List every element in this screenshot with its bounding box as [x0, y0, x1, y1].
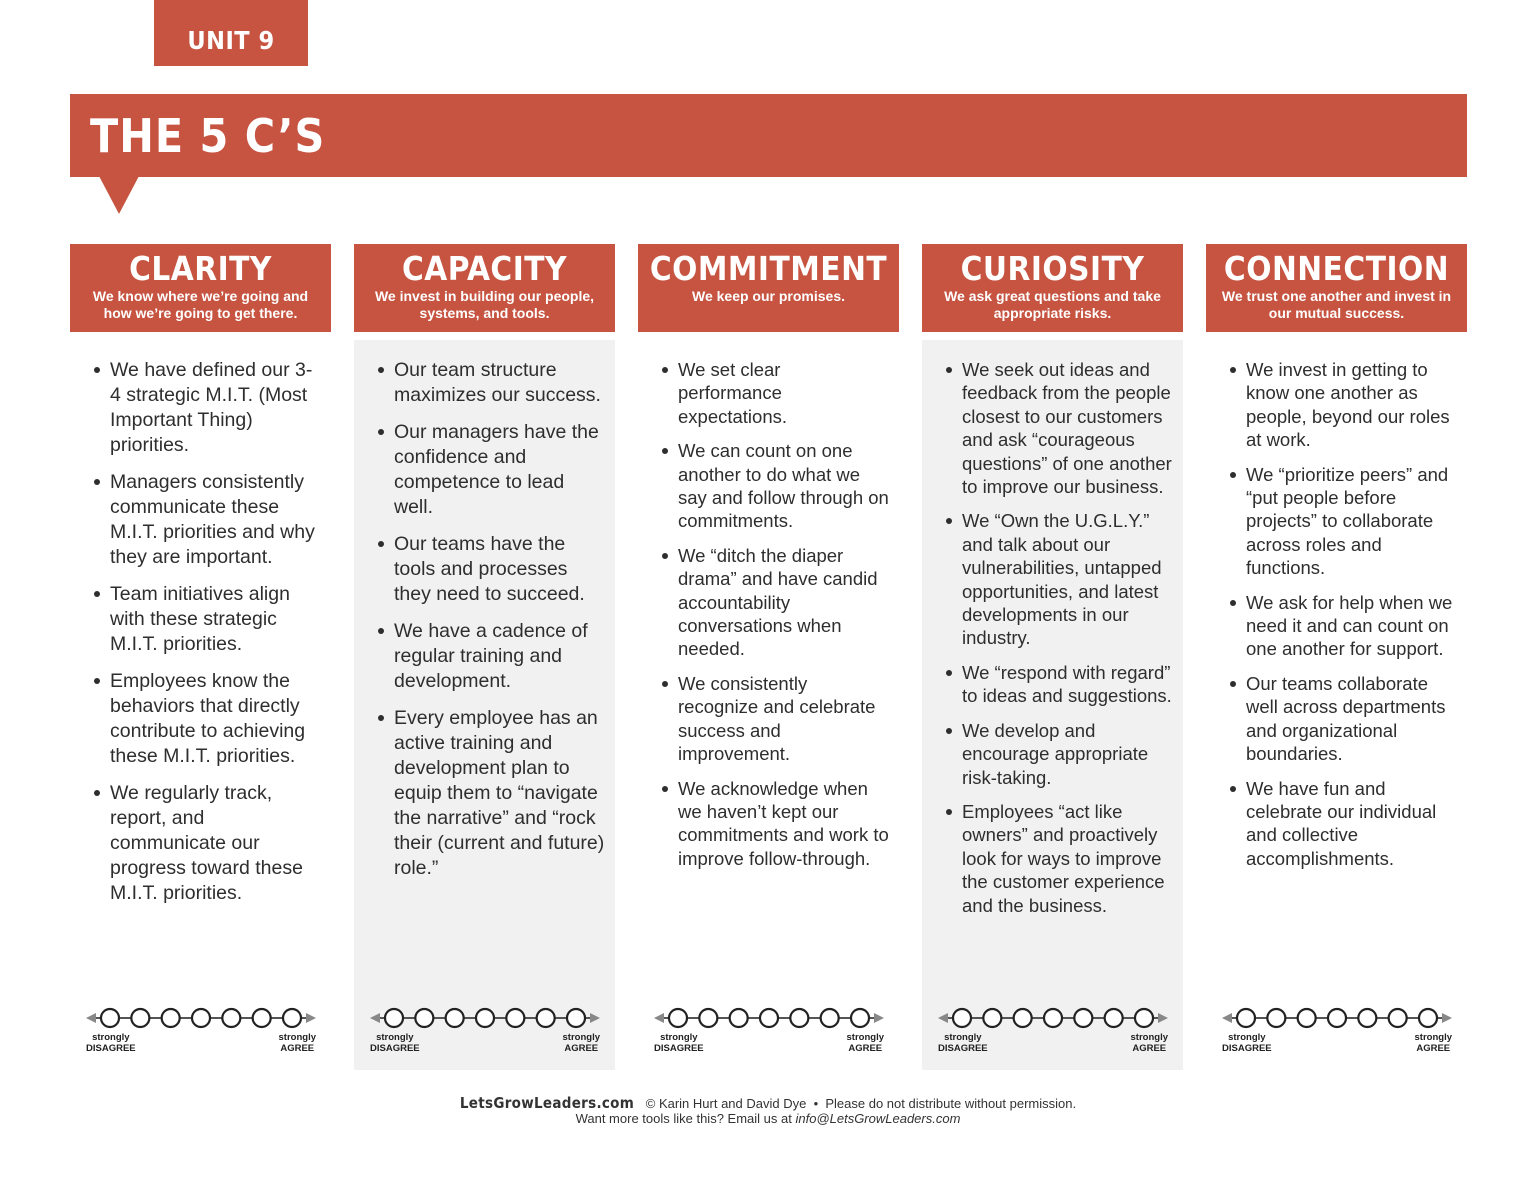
rating-option-1[interactable]	[669, 1009, 687, 1027]
rating-option-1[interactable]	[953, 1009, 971, 1027]
column-connection	[1206, 244, 1467, 1070]
scale-label-strongly: strongly	[944, 1032, 982, 1043]
rating-option-1[interactable]	[385, 1009, 403, 1027]
arrow-left-icon	[1222, 1013, 1232, 1023]
statement-item: We seek out ideas and feedback from the people closest to our customers and ask “courageous questions” of one another to improve our business.	[962, 359, 1172, 498]
scale-label-agree-word: AGREE	[564, 1043, 599, 1054]
statement-item: We invest in getting to know one another as people, beyond our roles at work.	[1246, 358, 1457, 452]
arrow-left-icon	[370, 1013, 380, 1023]
scale-label-agree-word: AGREE	[280, 1043, 315, 1054]
rating-scale	[654, 1006, 884, 1054]
rating-option-6[interactable]	[1389, 1009, 1407, 1027]
scale-label-agree	[847, 1032, 884, 1054]
rating-option-3[interactable]	[730, 1009, 748, 1027]
scale-label-agree	[1415, 1032, 1452, 1054]
statement-item: We “ditch the diaper drama” and have candid accountability conversations when needed.	[678, 544, 889, 661]
arrow-left-icon	[938, 1013, 948, 1023]
arrow-right-icon	[1158, 1013, 1168, 1023]
scale-label-agree-word: AGREE	[1132, 1043, 1167, 1054]
rating-option-2[interactable]	[131, 1009, 149, 1027]
scale-label-disagree	[938, 1032, 988, 1054]
rating-scale-track	[1222, 1006, 1452, 1030]
column-subtitle: We know where we’re going and how we’re going to get there.	[92, 288, 309, 321]
rating-option-7[interactable]	[567, 1009, 585, 1027]
footer-line-1	[0, 1096, 1536, 1111]
column-clarity	[70, 244, 331, 1070]
rating-option-4[interactable]	[1328, 1009, 1346, 1027]
column-commitment	[638, 244, 899, 1070]
statement-item: Our managers have the confidence and competence to lead well.	[394, 420, 605, 520]
arrow-right-icon	[1442, 1013, 1452, 1023]
rating-option-2[interactable]	[1267, 1009, 1285, 1027]
statement-item: Our teams have the tools and processes they need to succeed.	[394, 532, 605, 607]
statement-item: Employees “act like owners” and proactively look for ways to improve the customer experience and the business.	[962, 800, 1173, 917]
scale-label-disagree-word: DISAGREE	[654, 1043, 704, 1054]
scale-label-disagree-word: DISAGREE	[1222, 1043, 1272, 1054]
column-curiosity	[922, 244, 1183, 1070]
rating-option-7[interactable]	[1135, 1009, 1153, 1027]
column-body	[922, 340, 1183, 1070]
scale-label-strongly: strongly	[1130, 1032, 1168, 1043]
scale-label-disagree	[86, 1032, 136, 1054]
statement-item: We “Own the U.G.L.Y.” and talk about our vulnerabilities, untapped opportunities, and latest developments in our industry.	[962, 509, 1173, 649]
scale-label-strongly: strongly	[278, 1032, 316, 1043]
footer-copyright: © Karin Hurt and David Dye	[645, 1096, 807, 1111]
column-subtitle: We keep our promises.	[691, 288, 845, 304]
column-header	[70, 244, 331, 332]
rating-scale-track	[654, 1006, 884, 1030]
rating-option-5[interactable]	[1074, 1009, 1092, 1027]
rating-option-2[interactable]	[983, 1009, 1001, 1027]
scale-label-agree	[1131, 1032, 1168, 1054]
column-title: CAPACITY	[401, 249, 568, 288]
rating-option-3[interactable]	[446, 1009, 464, 1027]
statement-list	[1206, 340, 1467, 870]
statement-item: We ask for help when we need it and can count on one another for support.	[1246, 591, 1457, 661]
footer-notice: Please do not distribute without permission.	[825, 1096, 1077, 1111]
scale-label-strongly: strongly	[846, 1032, 884, 1043]
banner-pointer	[99, 176, 139, 214]
statement-list	[70, 340, 331, 906]
arrow-right-icon	[306, 1013, 316, 1023]
arrow-right-icon	[874, 1013, 884, 1023]
arrow-right-icon	[590, 1013, 600, 1023]
scale-label-agree	[279, 1032, 316, 1054]
statement-item: We acknowledge when we haven’t kept our commitments and work to improve follow-through.	[678, 777, 889, 869]
rating-option-5[interactable]	[222, 1009, 240, 1027]
rating-option-3[interactable]	[1014, 1009, 1032, 1027]
footer-more: Want more tools like this? Email us at	[575, 1111, 792, 1126]
scale-label-strongly: strongly	[92, 1032, 130, 1043]
rating-option-6[interactable]	[821, 1009, 839, 1027]
statement-item: We can count on one another to do what we say and follow through on commitments.	[678, 440, 889, 532]
statement-item: We have fun and celebrate our individual and collective accomplishments.	[1246, 777, 1457, 871]
unit-label: UNIT 9	[154, 0, 308, 66]
column-header	[638, 244, 899, 332]
statement-list	[354, 340, 615, 881]
footer	[0, 1096, 1536, 1126]
statement-item: Team initiatives align with these strategic M.I.T. priorities.	[110, 582, 321, 657]
arrow-left-icon	[654, 1013, 664, 1023]
rating-option-7[interactable]	[283, 1009, 301, 1027]
column-title: CONNECTION	[1223, 249, 1450, 288]
column-body	[638, 340, 899, 1070]
statement-item: Our team structure maximizes our success.	[394, 358, 605, 408]
statement-list	[638, 340, 899, 870]
scale-labels	[370, 1032, 600, 1054]
scale-label-agree-word: AGREE	[1416, 1043, 1451, 1054]
column-title: COMMITMENT	[649, 249, 888, 288]
rating-option-5[interactable]	[1358, 1009, 1376, 1027]
statement-item: Every employee has an active training and development plan to equip them to “navigate the narrative” and “rock their (current and future) role.”	[394, 707, 605, 879]
rating-option-3[interactable]	[162, 1009, 180, 1027]
statement-item: We “respond with regard” to ideas and suggestions.	[962, 661, 1172, 707]
column-header	[354, 244, 615, 332]
rating-option-4[interactable]	[476, 1009, 494, 1027]
column-body	[70, 340, 331, 1070]
rating-option-3[interactable]	[1298, 1009, 1316, 1027]
scale-label-disagree	[654, 1032, 704, 1054]
rating-option-4[interactable]	[192, 1009, 210, 1027]
column-title: CLARITY	[129, 249, 272, 288]
statement-item: Our teams collaborate well across departments and organizational boundaries.	[1246, 672, 1457, 766]
scale-label-agree-word: AGREE	[848, 1043, 883, 1054]
statement-item: Employees know the behaviors that directly contribute to achieving these M.I.T. priorities.	[110, 669, 321, 769]
scale-label-disagree-word: DISAGREE	[938, 1043, 988, 1054]
statement-item: We “prioritize peers” and “put people before projects” to collaborate across roles and functions.	[1246, 463, 1457, 580]
statement-item: Managers consistently communicate these M.I.T. priorities and why they are important.	[110, 470, 321, 570]
rating-option-6[interactable]	[537, 1009, 555, 1027]
scale-label-disagree-word: DISAGREE	[86, 1043, 136, 1054]
scale-label-strongly: strongly	[1414, 1032, 1452, 1043]
scale-labels	[654, 1032, 884, 1054]
scale-label-strongly: strongly	[562, 1032, 600, 1043]
statement-item: We have defined our 3-4 strategic M.I.T. (Most Important Thing) priorities.	[110, 358, 321, 458]
statement-item: We develop and encourage appropriate risk-taking.	[962, 719, 1173, 789]
column-header	[922, 244, 1183, 332]
column-capacity	[354, 244, 615, 1070]
statement-item: We set clear performance expectations.	[678, 358, 889, 428]
footer-site[interactable]: LetsGrowLeaders.com	[459, 1094, 635, 1112]
rating-option-7[interactable]	[1419, 1009, 1437, 1027]
scale-label-agree	[563, 1032, 600, 1054]
column-subtitle: We invest in building our people, systems, and tools.	[374, 288, 595, 321]
footer-email[interactable]: info@LetsGrowLeaders.com	[795, 1111, 961, 1126]
column-subtitle: We trust one another and invest in our mutual success.	[1221, 288, 1452, 321]
column-header	[1206, 244, 1467, 332]
scale-label-strongly: strongly	[660, 1032, 698, 1043]
rating-option-1[interactable]	[1237, 1009, 1255, 1027]
column-title: CURIOSITY	[960, 249, 1145, 288]
rating-scale	[1222, 1006, 1452, 1054]
rating-option-1[interactable]	[101, 1009, 119, 1027]
scale-labels	[86, 1032, 316, 1054]
rating-scale	[938, 1006, 1168, 1054]
rating-option-4[interactable]	[1044, 1009, 1062, 1027]
footer-bullet: •	[809, 1096, 826, 1111]
scale-labels	[1222, 1032, 1452, 1054]
rating-option-5[interactable]	[790, 1009, 808, 1027]
statement-item: We regularly track, report, and communicate our progress toward these M.I.T. priorities.	[110, 781, 321, 906]
page-title: THE 5 C’S	[70, 94, 1467, 177]
column-subtitle: We ask great questions and take appropriate risks.	[944, 288, 1161, 321]
arrow-left-icon	[86, 1013, 96, 1023]
scale-label-disagree-word: DISAGREE	[370, 1043, 420, 1054]
rating-option-4[interactable]	[760, 1009, 778, 1027]
statement-item: We consistently recognize and celebrate success and improvement.	[678, 672, 889, 766]
rating-option-6[interactable]	[1105, 1009, 1123, 1027]
rating-option-7[interactable]	[851, 1009, 869, 1027]
statement-item: We have a cadence of regular training and development.	[394, 619, 605, 694]
rating-option-5[interactable]	[506, 1009, 524, 1027]
rating-scale	[370, 1006, 600, 1054]
scale-label-disagree	[370, 1032, 420, 1054]
rating-option-6[interactable]	[253, 1009, 271, 1027]
scale-labels	[938, 1032, 1168, 1054]
rating-scale	[86, 1006, 316, 1054]
rating-scale-track	[86, 1006, 316, 1030]
statement-list	[922, 340, 1183, 917]
column-body	[354, 340, 615, 1070]
column-body	[1206, 340, 1467, 1070]
scale-label-strongly: strongly	[1228, 1032, 1266, 1043]
rating-option-2[interactable]	[415, 1009, 433, 1027]
footer-line-2	[0, 1111, 1536, 1126]
rating-scale-track	[938, 1006, 1168, 1030]
rating-option-2[interactable]	[699, 1009, 717, 1027]
scale-label-disagree	[1222, 1032, 1272, 1054]
scale-label-strongly: strongly	[376, 1032, 414, 1043]
rating-scale-track	[370, 1006, 600, 1030]
